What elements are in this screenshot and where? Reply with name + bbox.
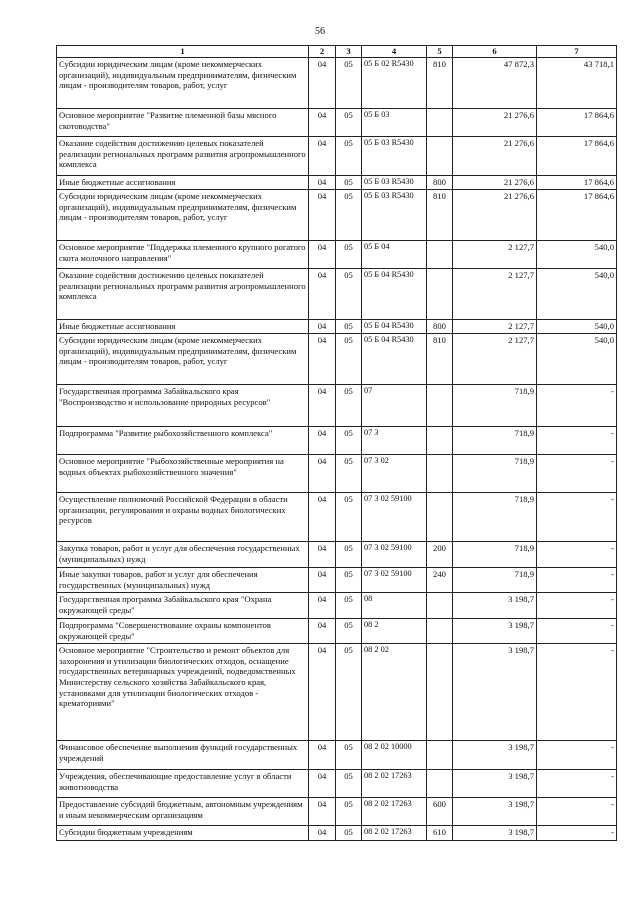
cell-expense-type bbox=[427, 455, 453, 493]
cell-expense-type: 810 bbox=[427, 58, 453, 109]
cell-expense-type bbox=[427, 741, 453, 770]
cell-target-article: 07 3 02 bbox=[362, 455, 427, 493]
cell-section: 04 bbox=[309, 644, 336, 741]
cell-amount-2: - bbox=[537, 493, 617, 542]
table-row bbox=[57, 798, 617, 826]
col-header: 6 bbox=[453, 46, 537, 58]
cell-amount-1: 3 198,7 bbox=[453, 826, 537, 841]
table-row bbox=[57, 619, 617, 644]
cell-section: 04 bbox=[309, 619, 336, 644]
table-row bbox=[57, 137, 617, 176]
cell-amount-1: 718,9 bbox=[453, 427, 537, 455]
cell-amount-2: - bbox=[537, 427, 617, 455]
cell-amount-1: 47 872,3 bbox=[453, 58, 537, 109]
cell-section: 04 bbox=[309, 826, 336, 841]
cell-name: Подпрограмма "Развитие рыбохозяйственного комплекса" bbox=[57, 427, 309, 455]
cell-expense-type bbox=[427, 137, 453, 176]
cell-subsection: 05 bbox=[336, 334, 362, 385]
cell-expense-type: 610 bbox=[427, 826, 453, 841]
cell-subsection: 05 bbox=[336, 269, 362, 320]
cell-name: Финансовое обеспечение выполнения функций государственных учреждений bbox=[57, 741, 309, 770]
cell-subsection: 05 bbox=[336, 770, 362, 798]
cell-target-article: 08 2 bbox=[362, 619, 427, 644]
cell-target-article: 08 2 02 17263 bbox=[362, 826, 427, 841]
cell-section: 04 bbox=[309, 320, 336, 334]
cell-name: Предоставление субсидий бюджетным, автономным учреждениям и иным некоммерческим организациям bbox=[57, 798, 309, 826]
cell-amount-2: - bbox=[537, 798, 617, 826]
cell-name: Закупка товаров, работ и услуг для обеспечения государственных (муниципальных) нужд bbox=[57, 542, 309, 568]
cell-expense-type: 810 bbox=[427, 190, 453, 241]
cell-amount-2: 17 864,6 bbox=[537, 176, 617, 190]
col-header: 5 bbox=[427, 46, 453, 58]
cell-amount-1: 3 198,7 bbox=[453, 741, 537, 770]
cell-section: 04 bbox=[309, 568, 336, 593]
cell-target-article: 08 bbox=[362, 593, 427, 619]
cell-target-article: 08 2 02 10000 bbox=[362, 741, 427, 770]
cell-name: Субсидии юридическим лицам (кроме некоммерческих организаций), индивидуальным предпринимателям, физическим лицам - производителям товаров, работ, услуг bbox=[57, 58, 309, 109]
table-row bbox=[57, 770, 617, 798]
cell-amount-1: 718,9 bbox=[453, 385, 537, 427]
table-row bbox=[57, 109, 617, 137]
cell-subsection: 05 bbox=[336, 176, 362, 190]
cell-subsection: 05 bbox=[336, 455, 362, 493]
cell-expense-type bbox=[427, 593, 453, 619]
cell-name: Государственная программа Забайкальского края "Воспроизводство и использование природных ресурсов" bbox=[57, 385, 309, 427]
cell-subsection: 05 bbox=[336, 826, 362, 841]
cell-section: 04 bbox=[309, 109, 336, 137]
cell-subsection: 05 bbox=[336, 58, 362, 109]
cell-amount-1: 718,9 bbox=[453, 493, 537, 542]
cell-subsection: 05 bbox=[336, 493, 362, 542]
cell-name: Подпрограмма "Совершенствование охраны компонентов окружающей среды" bbox=[57, 619, 309, 644]
cell-amount-2: - bbox=[537, 826, 617, 841]
cell-section: 04 bbox=[309, 58, 336, 109]
table-row bbox=[57, 741, 617, 770]
cell-subsection: 05 bbox=[336, 619, 362, 644]
cell-target-article: 07 bbox=[362, 385, 427, 427]
cell-name: Учреждения, обеспечивающие предоставление услуг в области животноводства bbox=[57, 770, 309, 798]
table-row bbox=[57, 190, 617, 241]
cell-name: Осуществление полномочий Российской Федерации в области организации, регулирования и охраны водных биологических ресурсов bbox=[57, 493, 309, 542]
col-header: 1 bbox=[57, 46, 309, 58]
cell-subsection: 05 bbox=[336, 385, 362, 427]
cell-amount-2: - bbox=[537, 770, 617, 798]
cell-name: Основное мероприятие "Строительство и ремонт объектов для захоронения и утилизации биологических отходов, оснащение государственных ветеринарных учреждений, подведомственных Министерству сельского хозяйства Забайкальского края, установками для утилизации биологических отходов - крематориями" bbox=[57, 644, 309, 741]
cell-expense-type bbox=[427, 619, 453, 644]
cell-target-article: 07 3 02 59100 bbox=[362, 568, 427, 593]
cell-section: 04 bbox=[309, 593, 336, 619]
cell-target-article: 05 Б 04 R5430 bbox=[362, 334, 427, 385]
table-row bbox=[57, 176, 617, 190]
cell-section: 04 bbox=[309, 542, 336, 568]
cell-target-article: 05 Б 03 bbox=[362, 109, 427, 137]
table-body bbox=[57, 58, 617, 841]
cell-subsection: 05 bbox=[336, 190, 362, 241]
cell-expense-type bbox=[427, 493, 453, 542]
table-row bbox=[57, 455, 617, 493]
table-row bbox=[57, 427, 617, 455]
cell-name: Иные закупки товаров, работ и услуг для обеспечения государственных (муниципальных) нужд bbox=[57, 568, 309, 593]
cell-amount-2: - bbox=[537, 568, 617, 593]
cell-amount-2: - bbox=[537, 644, 617, 741]
cell-amount-2: - bbox=[537, 385, 617, 427]
table-row bbox=[57, 241, 617, 269]
cell-amount-2: 540,0 bbox=[537, 334, 617, 385]
cell-section: 04 bbox=[309, 427, 336, 455]
cell-amount-2: 17 864,6 bbox=[537, 109, 617, 137]
cell-amount-1: 718,9 bbox=[453, 568, 537, 593]
table-row bbox=[57, 493, 617, 542]
cell-subsection: 05 bbox=[336, 644, 362, 741]
cell-amount-1: 21 276,6 bbox=[453, 109, 537, 137]
table-row bbox=[57, 334, 617, 385]
table-row bbox=[57, 320, 617, 334]
page-number: 56 bbox=[315, 26, 325, 37]
col-header: 2 bbox=[309, 46, 336, 58]
cell-section: 04 bbox=[309, 770, 336, 798]
header-row bbox=[57, 46, 617, 58]
cell-section: 04 bbox=[309, 385, 336, 427]
cell-expense-type bbox=[427, 427, 453, 455]
cell-target-article: 05 Б 03 R5430 bbox=[362, 137, 427, 176]
cell-amount-1: 3 198,7 bbox=[453, 644, 537, 741]
cell-amount-2: 540,0 bbox=[537, 320, 617, 334]
table-row bbox=[57, 568, 617, 593]
cell-target-article: 08 2 02 bbox=[362, 644, 427, 741]
cell-amount-2: - bbox=[537, 741, 617, 770]
table-row bbox=[57, 542, 617, 568]
cell-target-article: 07 3 02 59100 bbox=[362, 542, 427, 568]
cell-target-article: 08 2 02 17263 bbox=[362, 770, 427, 798]
cell-expense-type bbox=[427, 109, 453, 137]
cell-name: Основное мероприятие "Развитие племенной базы мясного скотоводства" bbox=[57, 109, 309, 137]
cell-subsection: 05 bbox=[336, 137, 362, 176]
cell-expense-type: 800 bbox=[427, 176, 453, 190]
cell-section: 04 bbox=[309, 493, 336, 542]
cell-target-article: 05 Б 04 R5430 bbox=[362, 320, 427, 334]
cell-target-article: 05 Б 04 bbox=[362, 241, 427, 269]
table-row bbox=[57, 593, 617, 619]
cell-amount-1: 2 127,7 bbox=[453, 334, 537, 385]
cell-name: Государственная программа Забайкальского края "Охрана окружающей среды" bbox=[57, 593, 309, 619]
cell-amount-1: 21 276,6 bbox=[453, 190, 537, 241]
cell-target-article: 05 Б 02 R5430 bbox=[362, 58, 427, 109]
cell-amount-1: 718,9 bbox=[453, 542, 537, 568]
cell-subsection: 05 bbox=[336, 427, 362, 455]
cell-expense-type: 240 bbox=[427, 568, 453, 593]
cell-section: 04 bbox=[309, 455, 336, 493]
cell-name: Субсидии юридическим лицам (кроме некоммерческих организаций), индивидуальным предпринимателям, физическим лицам - производителям товаров, работ, услуг bbox=[57, 190, 309, 241]
cell-section: 04 bbox=[309, 190, 336, 241]
cell-amount-2: 17 864,6 bbox=[537, 137, 617, 176]
cell-section: 04 bbox=[309, 176, 336, 190]
cell-section: 04 bbox=[309, 741, 336, 770]
cell-expense-type bbox=[427, 241, 453, 269]
col-header: 3 bbox=[336, 46, 362, 58]
cell-amount-1: 2 127,7 bbox=[453, 269, 537, 320]
table-row bbox=[57, 644, 617, 741]
cell-subsection: 05 bbox=[336, 109, 362, 137]
cell-name: Субсидии бюджетным учреждениям bbox=[57, 826, 309, 841]
cell-section: 04 bbox=[309, 334, 336, 385]
cell-amount-1: 3 198,7 bbox=[453, 798, 537, 826]
cell-amount-2: 540,0 bbox=[537, 269, 617, 320]
cell-name: Иные бюджетные ассигнования bbox=[57, 176, 309, 190]
cell-amount-1: 3 198,7 bbox=[453, 593, 537, 619]
cell-amount-1: 21 276,6 bbox=[453, 137, 537, 176]
cell-amount-2: 17 864,6 bbox=[537, 190, 617, 241]
cell-expense-type bbox=[427, 269, 453, 320]
cell-subsection: 05 bbox=[336, 593, 362, 619]
table-row bbox=[57, 385, 617, 427]
cell-subsection: 05 bbox=[336, 542, 362, 568]
cell-amount-2: - bbox=[537, 455, 617, 493]
cell-amount-2: 43 718,1 bbox=[537, 58, 617, 109]
col-header: 7 bbox=[537, 46, 617, 58]
cell-amount-1: 3 198,7 bbox=[453, 619, 537, 644]
cell-target-article: 05 Б 03 R5430 bbox=[362, 190, 427, 241]
table-row bbox=[57, 58, 617, 109]
budget-table bbox=[56, 45, 617, 841]
cell-expense-type bbox=[427, 770, 453, 798]
cell-name: Оказание содействия достижению целевых показателей реализации региональных программ развития агропромышленного комплекса bbox=[57, 137, 309, 176]
cell-subsection: 05 bbox=[336, 798, 362, 826]
cell-amount-1: 3 198,7 bbox=[453, 770, 537, 798]
cell-expense-type: 600 bbox=[427, 798, 453, 826]
cell-amount-1: 718,9 bbox=[453, 455, 537, 493]
cell-amount-2: 540,0 bbox=[537, 241, 617, 269]
cell-subsection: 05 bbox=[336, 741, 362, 770]
cell-target-article: 05 Б 04 R5430 bbox=[362, 269, 427, 320]
cell-subsection: 05 bbox=[336, 241, 362, 269]
cell-section: 04 bbox=[309, 241, 336, 269]
cell-amount-2: - bbox=[537, 619, 617, 644]
cell-expense-type bbox=[427, 644, 453, 741]
cell-amount-1: 2 127,7 bbox=[453, 241, 537, 269]
cell-section: 04 bbox=[309, 798, 336, 826]
table-row bbox=[57, 269, 617, 320]
cell-target-article: 05 Б 03 R5430 bbox=[362, 176, 427, 190]
cell-expense-type bbox=[427, 385, 453, 427]
cell-amount-1: 2 127,7 bbox=[453, 320, 537, 334]
cell-name: Оказание содействия достижению целевых показателей реализации региональных программ развития агропромышленного комплекса bbox=[57, 269, 309, 320]
cell-subsection: 05 bbox=[336, 568, 362, 593]
cell-target-article: 07 3 02 59100 bbox=[362, 493, 427, 542]
cell-subsection: 05 bbox=[336, 320, 362, 334]
cell-expense-type: 810 bbox=[427, 334, 453, 385]
cell-amount-2: - bbox=[537, 593, 617, 619]
cell-amount-2: - bbox=[537, 542, 617, 568]
col-header: 4 bbox=[362, 46, 427, 58]
cell-expense-type: 800 bbox=[427, 320, 453, 334]
cell-name: Иные бюджетные ассигнования bbox=[57, 320, 309, 334]
cell-name: Основное мероприятие "Рыбохозяйственные мероприятия на водных объектах рыбохозяйственного значения" bbox=[57, 455, 309, 493]
cell-target-article: 07 3 bbox=[362, 427, 427, 455]
cell-amount-1: 21 276,6 bbox=[453, 176, 537, 190]
cell-name: Основное мероприятие "Поддержка племенного крупного рогатого скота молочного направления" bbox=[57, 241, 309, 269]
cell-section: 04 bbox=[309, 269, 336, 320]
cell-section: 04 bbox=[309, 137, 336, 176]
table-row bbox=[57, 826, 617, 841]
cell-target-article: 08 2 02 17263 bbox=[362, 798, 427, 826]
cell-name: Субсидии юридическим лицам (кроме некоммерческих организаций), индивидуальным предпринимателям, физическим лицам - производителям товаров, работ, услуг bbox=[57, 334, 309, 385]
cell-expense-type: 200 bbox=[427, 542, 453, 568]
